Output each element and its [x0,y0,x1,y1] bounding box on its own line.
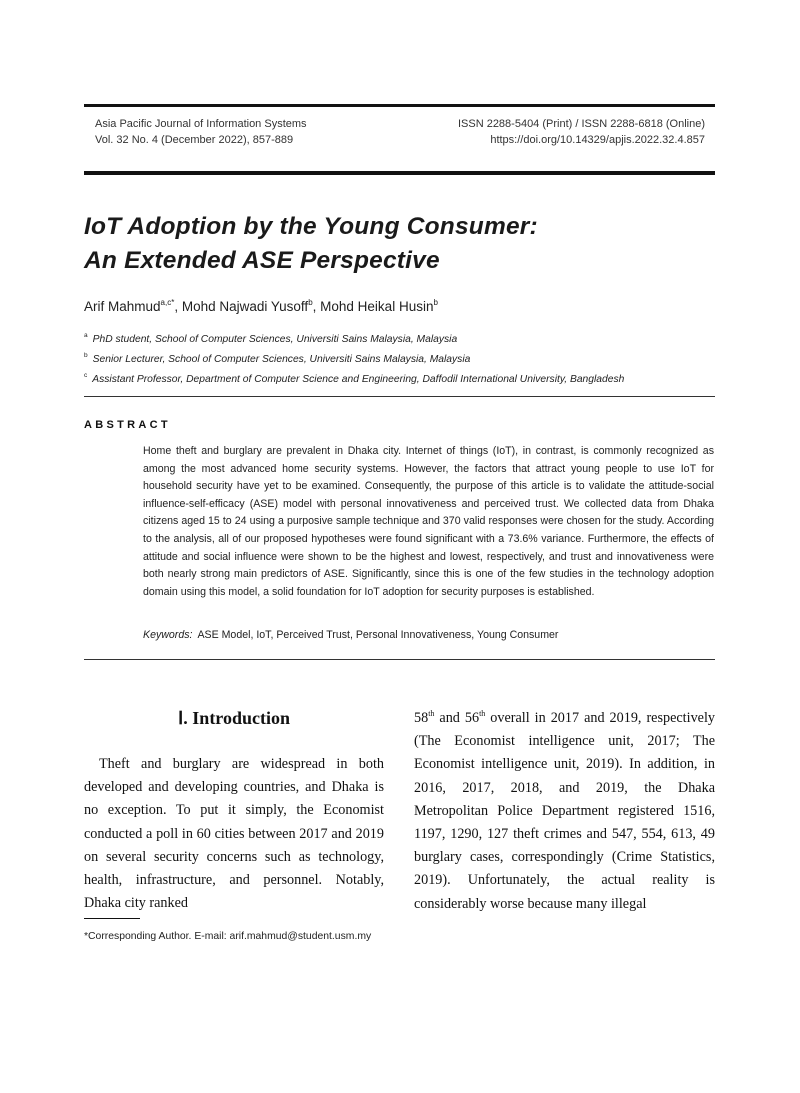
body-paragraph [414,707,715,916]
issn-info [458,116,705,148]
affiliation-item [84,348,624,368]
keywords [143,629,558,641]
author-separator: , [174,299,182,314]
rank-2019-suffix: th [479,709,486,718]
journal-volume: Vol. 32 No. 4 (December 2022), 857-889 [95,134,294,146]
keywords-list: ASE Model, IoT, Perceived Trust, Personal Innovativeness, Young Consumer [197,629,559,641]
body-column-right [414,707,715,916]
header-bottom-rule [84,171,715,175]
abstract-body: Home theft and burglary are prevalent in Dhaka city. Internet of things (IoT), in contrast, is commonly recognized as among the most advanced home security systems. However, the factors that attract young people to use IoT for household security have yet to be examined. Consequently, the purpose of this article is to validate the attitude-social influence-self-efficacy (ASE) model with personal innovativeness and perceived trust. We collected data from Dhaka citizens aged 15 to 24 using a purposive sample technique and 370 valid responses were chosen for the study. According to the analysis, all of our proposed hypotheses were found significant with a 73.6% variance. Furthermore, the effects of attitude and social influence were shown to be the highest and lowest, respectively, and trust and innovativeness were both nearly strong main predictors of ASE. Significantly, since this is one of the few studies in the technology adoption domain using this model, a solid foundation for IoT adoption for security purposes is established. [143,445,714,598]
author-name: Arif Mahmud [84,299,161,314]
affiliation-text: Assistant Professor, Department of Computer Science and Engineering, Daffodil International University, Bangladesh [92,374,625,385]
affiliation-mark: a [84,332,88,339]
paper-title-line-2: An Extended ASE Perspective [84,247,440,274]
body-paragraph-text: overall in 2017 and 2019, respectively (The Economist intelligence unit, 2017; The Economist intelligence unit, 2019). In addition, in 2016, 2017, 2018, and 2019, the Dhaka Metropolitan Police Department registered 1516, 1197, 1290, 127 theft crimes and 547, 554, 613, 49 burglary cases, correspondingly (Crime Statistics, 2019). Unfortunately, the actual reality is considerably worse because many illegal [414,710,715,912]
paper-title-line-1: IoT Adoption by the Young Consumer: [84,213,538,240]
affiliation-list [84,328,624,388]
rank-2017-suffix: th [428,709,435,718]
affiliation-text: PhD student, School of Computer Sciences, Universiti Sains Malaysia, Malaysia [92,334,458,345]
section-title: Introduction [192,708,290,728]
paper-title [84,210,724,278]
abstract-heading: ABSTRACT [84,419,171,431]
author-separator: , [312,299,321,314]
abstract-bottom-divider [84,659,715,660]
affiliation-item [84,328,624,348]
author-affiliation-mark: b [308,298,313,307]
body-paragraph: Theft and burglary are widespread in both developed and developing countries, and Dhaka is no exception. To put it simply, the Economist conducted a poll in 60 cities between 2017 and 2019 on several security concerns such as technology, health, infrastructure, and personnel. Notably, Dhaka city ranked [84,756,384,912]
affiliation-text: Senior Lecturer, School of Computer Sciences, Universiti Sains Malaysia, Malaysia [92,354,471,365]
author-affiliation-mark: b [433,298,438,307]
author-name: Mohd Najwadi Yusoff [181,299,309,314]
keywords-label: Keywords: [143,629,193,641]
abstract-top-divider [84,396,715,397]
rank-conjunction: and [434,710,465,726]
header-top-rule [84,104,715,107]
section-number: Ⅰ. [177,708,188,728]
corresponding-author-footnote: *Corresponding Author. E-mail: arif.mahmud@student.usm.my [84,931,372,942]
author-list [84,298,438,314]
journal-info [95,116,307,148]
affiliation-item [84,368,624,388]
body-column-left [84,753,384,915]
rank-2019: 56 [464,710,480,726]
journal-name: Asia Pacific Journal of Information Systems [95,118,307,130]
author-name: Mohd Heikal Husin [320,299,434,314]
author-affiliation-mark: a,c* [160,298,175,307]
affiliation-mark: c [84,372,88,379]
section-heading [84,708,384,729]
doi-link[interactable]: https://doi.org/10.14329/apjis.2022.32.4.857 [490,134,705,146]
issn-text: ISSN 2288-5404 (Print) / ISSN 2288-6818 (Online) [457,118,705,130]
rank-2017: 58 [414,710,429,726]
footnote-rule [84,918,140,919]
affiliation-mark: b [84,352,88,359]
